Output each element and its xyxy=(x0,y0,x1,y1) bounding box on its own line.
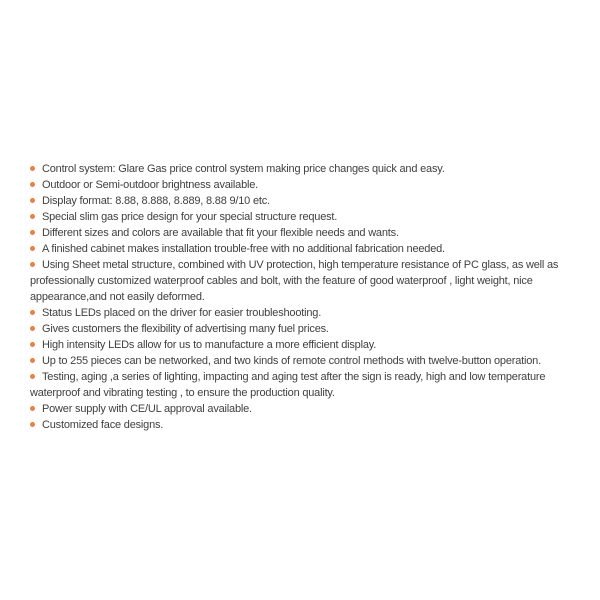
feature-text: A finished cabinet makes installation trouble-free with no additional fabrication needed. xyxy=(42,243,445,255)
bullet-dot-icon xyxy=(30,342,35,347)
bullet-dot-icon xyxy=(30,166,35,171)
bullet-dot-icon xyxy=(30,406,35,411)
feature-text: Testing, aging ,a series of lighting, impacting and aging test after the sign is ready, high and low temperature waterproof and vibrating testing , to ensure the production quality. xyxy=(30,371,546,399)
feature-item xyxy=(30,241,572,257)
feature-text: Power supply with CE/UL approval available. xyxy=(42,403,252,415)
feature-item xyxy=(30,257,572,305)
feature-item xyxy=(30,161,572,177)
feature-item xyxy=(30,193,572,209)
bullet-dot-icon xyxy=(30,262,35,267)
bullet-dot-icon xyxy=(30,214,35,219)
bullet-dot-icon xyxy=(30,326,35,331)
feature-item xyxy=(30,177,572,193)
bullet-dot-icon xyxy=(30,182,35,187)
feature-item xyxy=(30,401,572,417)
feature-text: Status LEDs placed on the driver for easier troubleshooting. xyxy=(42,307,322,319)
bullet-dot-icon xyxy=(30,246,35,251)
feature-text: Display format: 8.88, 8.888, 8.889, 8.88 9/10 etc. xyxy=(42,195,270,207)
product-features-list xyxy=(0,161,600,433)
bullet-dot-icon xyxy=(30,358,35,363)
feature-item xyxy=(30,225,572,241)
feature-text: Outdoor or Semi-outdoor brightness available. xyxy=(42,179,259,191)
feature-text: Up to 255 pieces can be networked, and two kinds of remote control methods with twelve-button operation. xyxy=(42,355,541,367)
feature-text: Special slim gas price design for your special structure request. xyxy=(42,211,338,223)
feature-item xyxy=(30,337,572,353)
bullet-dot-icon xyxy=(30,374,35,379)
bullet-dot-icon xyxy=(30,422,35,427)
feature-item xyxy=(30,417,572,433)
bullet-dot-icon xyxy=(30,310,35,315)
feature-item xyxy=(30,369,572,401)
bullet-dot-icon xyxy=(30,198,35,203)
feature-item xyxy=(30,353,572,369)
feature-text: Customized face designs. xyxy=(42,419,164,431)
feature-text: Using Sheet metal structure, combined with UV protection, high temperature resistance of PC glass, as well as professionally customized waterproof cables and bolt, with the feature of good waterproof , light weight, nice appearance,and not easily deformed. xyxy=(30,259,559,303)
feature-item xyxy=(30,305,572,321)
bullet-dot-icon xyxy=(30,230,35,235)
feature-text: Different sizes and colors are available that fit your flexible needs and wants. xyxy=(42,227,399,239)
feature-text: High intensity LEDs allow for us to manufacture a more efficient display. xyxy=(42,339,377,351)
feature-item xyxy=(30,321,572,337)
feature-item xyxy=(30,209,572,225)
feature-text: Control system: Glare Gas price control system making price changes quick and easy. xyxy=(42,163,445,175)
feature-text: Gives customers the flexibility of advertising many fuel prices. xyxy=(42,323,329,335)
